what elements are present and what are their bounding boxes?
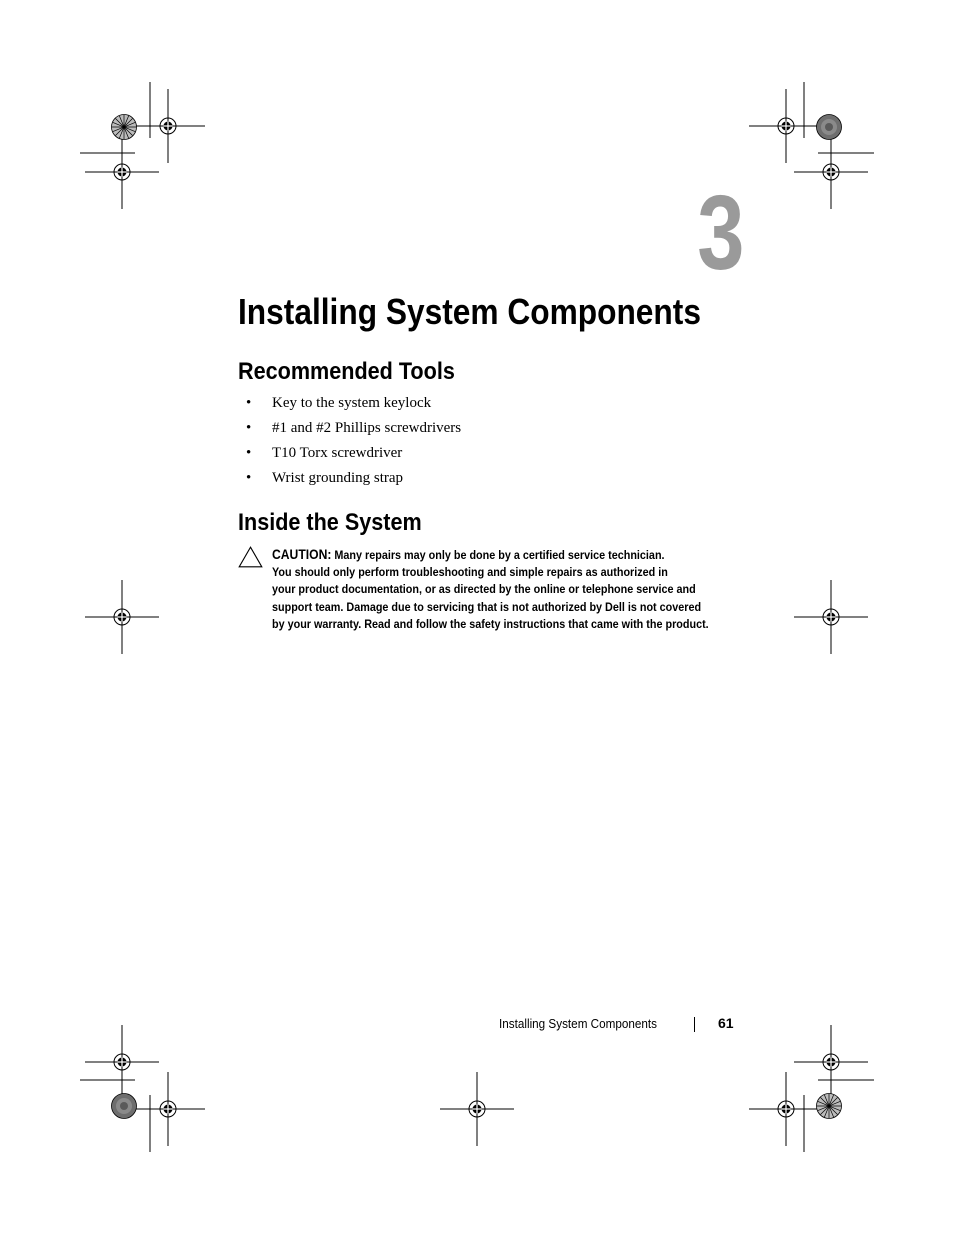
chapter-title: Installing System Components — [238, 291, 701, 332]
bullet-icon: • — [246, 395, 252, 411]
tool-item-text: Key to the system keylock — [272, 395, 432, 411]
caution-line-text: Many repairs may only be done by a certified service technician. — [334, 548, 665, 562]
bullet-icon: • — [246, 470, 252, 486]
tool-item-text: T10 Torx screwdriver — [272, 445, 403, 461]
caution-line: support team. Damage due to servicing that is not authorized by Dell is not covered — [272, 599, 702, 614]
bullet-icon: • — [246, 420, 252, 436]
caution-label: CAUTION: — [272, 547, 332, 562]
caution-line — [272, 546, 695, 564]
recommended-tools-heading: Recommended Tools — [238, 358, 455, 385]
caution-triangle-icon — [238, 546, 263, 568]
caution-line: You should only perform troubleshooting and simple repairs as authorized in — [272, 565, 668, 580]
caution-line: your product documentation, or as directed by the online or telephone service and — [272, 582, 696, 597]
caution-line: by your warranty. Read and follow the safety instructions that came with the product. — [272, 616, 709, 631]
footer-divider — [694, 1017, 695, 1032]
inside-system-heading: Inside the System — [238, 509, 422, 536]
tool-item-text: #1 and #2 Phillips screwdrivers — [272, 420, 462, 436]
footer-running-title: Installing System Components — [499, 1016, 658, 1031]
bullet-icon: • — [246, 445, 252, 461]
caution-notice — [272, 546, 742, 633]
page-number: 61 — [718, 1015, 734, 1031]
chapter-number: 3 — [697, 174, 745, 292]
tool-item-text: Wrist grounding strap — [272, 470, 404, 486]
